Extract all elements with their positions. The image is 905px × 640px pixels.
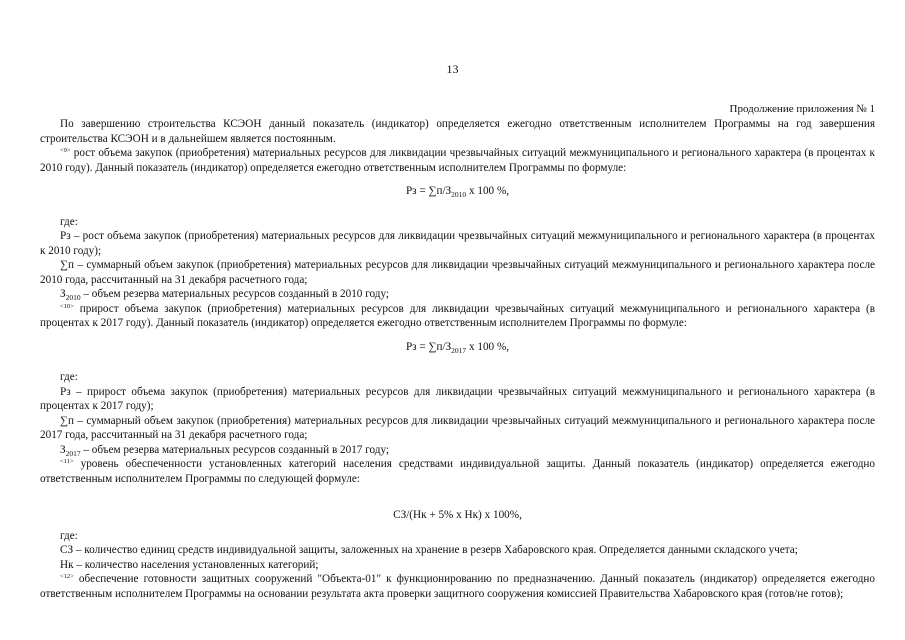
formula-2010-part-b: x 100 %,	[466, 185, 510, 197]
footnote-10	[40, 302, 875, 331]
definition-reserve-2017	[40, 443, 875, 458]
where-label-9: где:	[60, 215, 78, 228]
page-number: 13	[446, 62, 459, 76]
definition-sz: СЗ – количество единиц средств индивидуальной защиты, заложенных на хранение в резерв Хабаровского края. Определяется данными складского учета;	[60, 544, 798, 556]
definition-nk: Нк – количество населения установленных категорий;	[60, 558, 319, 571]
definition-rz-2010: Рз – рост объема закупок (приобретения) материальных ресурсов для ликвидации чрезвычайных ситуаций межмуниципального и регионального характера (в процентах к 2010 году);	[40, 230, 875, 257]
footnote-ref-12: <12>	[60, 573, 74, 580]
where-label-11: где:	[60, 529, 78, 542]
formula-2017-part-b: x 100 %,	[466, 340, 510, 353]
document-body	[40, 117, 875, 601]
paragraph-ksieon: По завершению строительства КСЭОН данный показатель (индикатор) определяется ежегодно ответственным исполнителем Программы на год завершения строительства КСЭОН и в дальнейшем является постоянным.	[40, 118, 875, 145]
footnote-10-text: прирост объема закупок (приобретения) материальных ресурсов для ликвидации чрезвычайных ситуаций межмуниципального и регионального характера (в процентах к 2017 году). Данный показатель (индикатор) определяется ежегодно ответственным исполнителем Программы по формуле:	[40, 302, 875, 329]
formula-2010-subscript: 2010	[451, 190, 467, 200]
definition-sum-2017: ∑п – суммарный объем закупок (приобретения) материальных ресурсов для ликвидации чрезвычайных ситуаций межмуниципального и регионального характера после 2017 года, рассчитанный на 31 декабря расчетного года;	[40, 414, 875, 441]
footnote-12-text: обеспечение готовности защитных сооружений "Объекта-01" к функционированию по предназначению. Данный показатель (индикатор) определяется ежегодно ответственным исполнителем Программы на основании результата акта проверки защитного сооружения комиссией Правительства Хабаровского края (готов/не готов);	[40, 573, 875, 600]
reserve-2017-text: – объем резерва материальных ресурсов созданный в 2017 году;	[80, 443, 390, 456]
footnote-ref-11: <11>	[60, 458, 74, 465]
footnote-ref-10: <10>	[60, 302, 74, 310]
where-label-10: где:	[60, 371, 78, 383]
footnote-9	[40, 146, 875, 175]
footnote-9-text: рост объема закупок (приобретения) материальных ресурсов для ликвидации чрезвычайных ситуаций межмуниципального и регионального характера (в процентах к 2010 году). Данный показатель (индикатор) определяется ежегодно ответственным исполнителем Программы по формуле:	[40, 147, 875, 174]
formula-siz: СЗ/(Нк + 5% х Нк) х 100%,	[393, 509, 522, 521]
reserve-2010-subscript: 2010	[65, 293, 81, 303]
formula-2017-subscript: 2017	[451, 345, 467, 355]
formula-2010	[40, 184, 875, 199]
reserve-2010-text: – объем резерва материальных ресурсов созданный в 2010 году;	[80, 288, 390, 300]
appendix-continued-label: Продолжение приложения № 1	[729, 103, 875, 115]
definition-rz-2017: Рз – прирост объема закупок (приобретения) материальных ресурсов для ликвидации чрезвычайных ситуаций межмуниципального и регионального характера (в процентах к 2017 году);	[40, 385, 875, 412]
footnote-ref-9: <9>	[60, 147, 71, 154]
definition-reserve-2010	[40, 287, 875, 302]
formula-2010-part-a: Рз = ∑п/З	[405, 185, 452, 197]
reserve-2010-symbol: З	[60, 288, 66, 300]
footnote-12	[40, 572, 875, 601]
footnote-11	[40, 457, 875, 486]
definition-sum-2010: ∑п – суммарный объем закупок (приобретения) материальных ресурсов для ликвидации чрезвычайных ситуаций межмуниципального и регионального характера после 2010 года, рассчитанный на 31 декабря расчетного года;	[40, 259, 875, 286]
reserve-2017-subscript: 2017	[65, 448, 81, 458]
footnote-11-text: уровень обеспеченности установленных категорий населения средствами индивидуальной защиты. Данный показатель (индикатор) определяется ежегодно ответственным исполнителем Программы по следующей формуле:	[40, 458, 875, 485]
formula-2017	[40, 340, 875, 355]
formula-2017-part-a: Рз = ∑п/З	[405, 340, 452, 353]
reserve-2017-symbol: З	[60, 443, 66, 456]
